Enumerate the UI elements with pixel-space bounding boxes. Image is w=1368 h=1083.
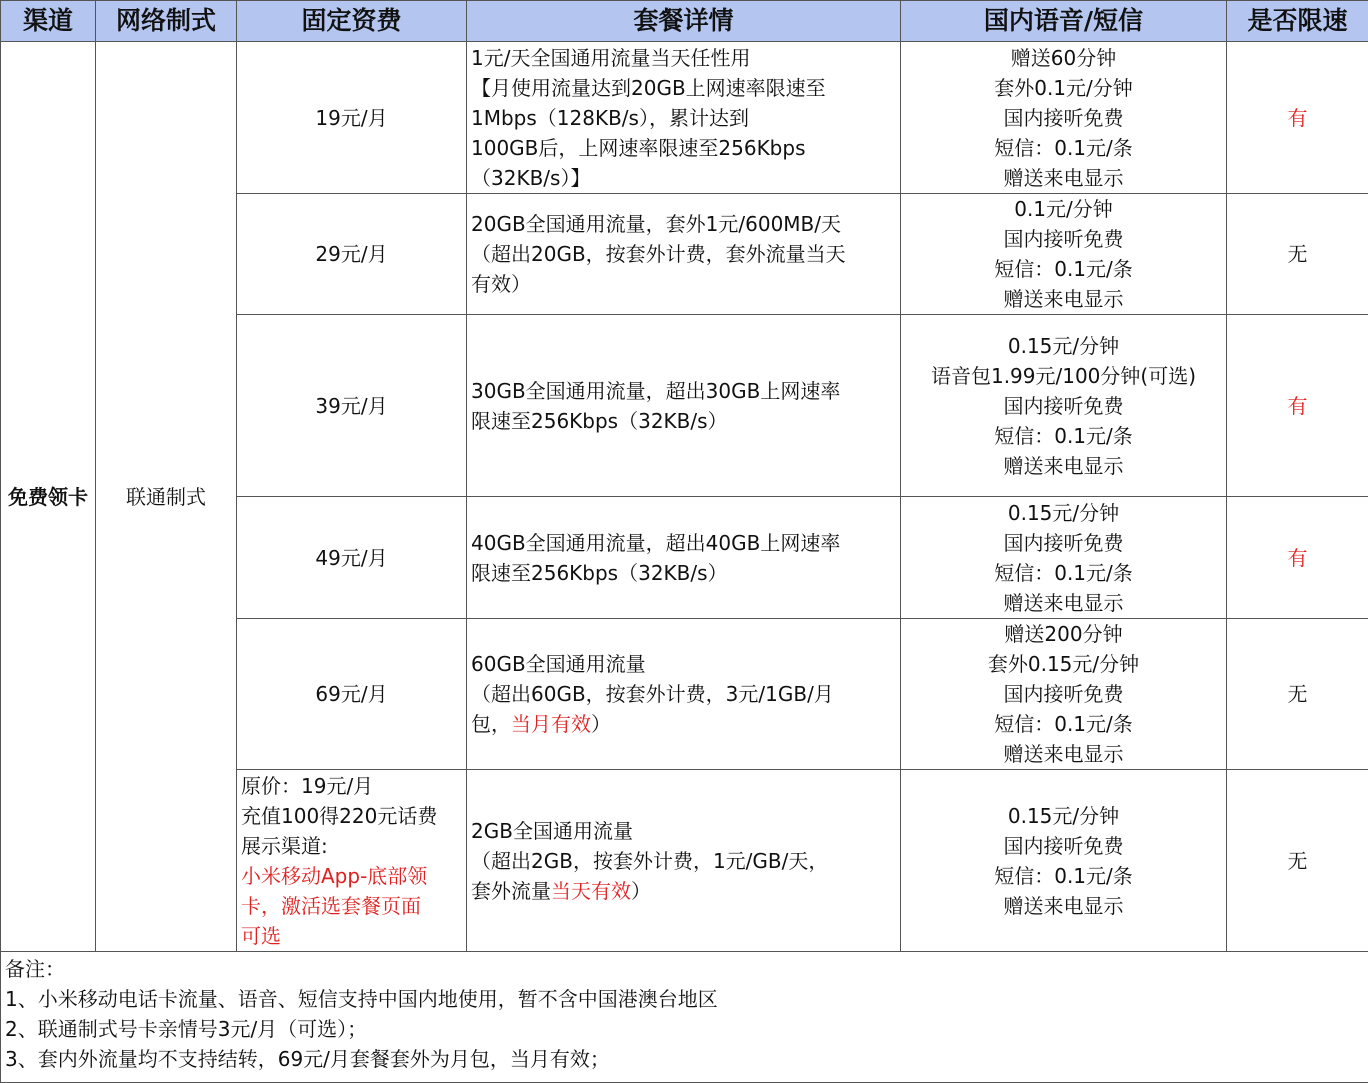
cell-line (905, 528, 1222, 558)
cell-line (241, 801, 462, 831)
cell-text: 0.1元/分钟 (1014, 197, 1113, 221)
header-voice-sms: 国内语音/短信 (901, 1, 1227, 42)
header-price: 固定资费 (237, 1, 467, 42)
speed-limit-cell: 无 (1227, 770, 1368, 952)
speed-limit-cell: 无 (1227, 619, 1368, 770)
cell-line (241, 679, 462, 709)
cell-line (905, 73, 1222, 103)
cell-text: 39元/月 (315, 394, 387, 418)
detail-cell (467, 619, 901, 770)
cell-text: 100GB后，上网速率限速至256Kbps (471, 136, 806, 160)
cell-line (905, 43, 1222, 73)
highlight-text: 卡，激活选套餐页面 (241, 894, 421, 918)
cell-line (471, 269, 896, 299)
cell-line (905, 451, 1222, 481)
voice-sms-cell (901, 497, 1227, 619)
cell-text: 2GB全国通用流量 (471, 819, 633, 843)
note-line: 1、小米移动电话卡流量、语音、短信支持中国内地使用，暂不含中国港澳台地区 (5, 984, 1364, 1014)
note-line: 3、套内外流量均不支持结转，69元/月套餐套外为月包，当月有效； (5, 1044, 1364, 1074)
detail-cell (467, 497, 901, 619)
cell-line (471, 528, 896, 558)
cell-line (471, 73, 896, 103)
cell-line (241, 891, 462, 921)
header-channel: 渠道 (1, 1, 96, 42)
cell-line (905, 679, 1222, 709)
highlight-text: 当月有效 (511, 712, 591, 736)
cell-text: 国内接听免费 (1004, 106, 1124, 130)
cell-line (905, 361, 1222, 391)
cell-text: 短信：0.1元/条 (994, 864, 1133, 888)
cell-line (905, 284, 1222, 314)
speed-limit-cell: 有 (1227, 315, 1368, 497)
cell-line (905, 331, 1222, 361)
cell-line (905, 194, 1222, 224)
cell-line (905, 619, 1222, 649)
cell-line (905, 391, 1222, 421)
cell-text: （超出2GB，按套外计费，1元/GB/天， (471, 849, 828, 873)
cell-line (905, 801, 1222, 831)
cell-text: 国内接听免费 (1004, 227, 1124, 251)
cell-line (905, 588, 1222, 618)
cell-line (471, 846, 896, 876)
cell-text: 赠送来电显示 (1004, 454, 1124, 478)
cell-text: 40GB全国通用流量，超出40GB上网速率 (471, 531, 840, 555)
cell-text: 赠送来电显示 (1004, 894, 1124, 918)
cell-line (905, 498, 1222, 528)
voice-sms-cell (901, 315, 1227, 497)
cell-text: 限速至256Kbps（32KB/s） (471, 561, 728, 585)
cell-text: 0.15元/分钟 (1008, 334, 1119, 358)
price-cell (237, 42, 467, 194)
cell-line (471, 103, 896, 133)
cell-line (905, 421, 1222, 451)
cell-line (471, 163, 896, 193)
cell-line (905, 103, 1222, 133)
cell-text: 套外流量 (471, 879, 551, 903)
cell-text: 赠送200分钟 (1004, 622, 1122, 646)
cell-line (241, 239, 462, 269)
speed-limit-cell: 有 (1227, 497, 1368, 619)
cell-text: 短信：0.1元/条 (994, 712, 1133, 736)
cell-line (905, 831, 1222, 861)
voice-sms-cell (901, 42, 1227, 194)
cell-text: 赠送来电显示 (1004, 287, 1124, 311)
cell-text: 短信：0.1元/条 (994, 424, 1133, 448)
cell-line (905, 163, 1222, 193)
cell-text: 短信：0.1元/条 (994, 561, 1133, 585)
highlight-text: 当天有效 (551, 879, 631, 903)
highlight-text: 可选 (241, 924, 281, 948)
cell-line (905, 709, 1222, 739)
cell-text: 0.15元/分钟 (1008, 804, 1119, 828)
cell-line (471, 43, 896, 73)
cell-line (471, 133, 896, 163)
cell-text: 60GB全国通用流量 (471, 652, 646, 676)
cell-line (241, 103, 462, 133)
header-detail: 套餐详情 (467, 1, 901, 42)
cell-text: 【月使用流量达到20GB上网速率限速至 (471, 76, 826, 100)
detail-cell (467, 315, 901, 497)
highlight-text: 小米移动App-底部领 (241, 864, 427, 888)
cell-text: 套外0.1元/分钟 (994, 76, 1133, 100)
cell-text: 充值100得220元话费 (241, 804, 437, 828)
cell-text: 国内接听免费 (1004, 682, 1124, 706)
cell-text: 1元/天全国通用流量当天任性用 (471, 46, 750, 70)
table-row (1, 42, 1368, 194)
header-network: 网络制式 (96, 1, 237, 42)
price-cell (237, 619, 467, 770)
cell-line (471, 239, 896, 269)
cell-line (905, 649, 1222, 679)
cell-line (905, 224, 1222, 254)
cell-text: 30GB全国通用流量，超出30GB上网速率 (471, 379, 840, 403)
cell-text: 短信：0.1元/条 (994, 136, 1133, 160)
cell-text: （超出20GB，按套外计费，套外流量当天 (471, 242, 846, 266)
cell-line (241, 391, 462, 421)
cell-text: 包， (471, 712, 511, 736)
cell-text: 短信：0.1元/条 (994, 257, 1133, 281)
cell-text: 套外0.15元/分钟 (988, 652, 1139, 676)
cell-text: 赠送来电显示 (1004, 742, 1124, 766)
cell-line (471, 816, 896, 846)
voice-sms-cell (901, 619, 1227, 770)
detail-cell (467, 770, 901, 952)
cell-line (471, 558, 896, 588)
speed-limit-cell: 有 (1227, 42, 1368, 194)
price-cell (237, 194, 467, 315)
network-cell: 联通制式 (96, 42, 237, 952)
cell-text: 19元/月 (315, 106, 387, 130)
cell-line (241, 543, 462, 573)
cell-line (905, 254, 1222, 284)
cell-text: 国内接听免费 (1004, 834, 1124, 858)
cell-line (241, 831, 462, 861)
cell-text: ） (631, 879, 651, 903)
cell-text: 国内接听免费 (1004, 394, 1124, 418)
cell-line (471, 376, 896, 406)
cell-text: 赠送60分钟 (1011, 46, 1116, 70)
cell-line (905, 133, 1222, 163)
cell-text: 展示渠道: (241, 834, 328, 858)
notes-cell (1, 952, 1368, 1083)
cell-line (471, 679, 896, 709)
cell-text: 29元/月 (315, 242, 387, 266)
cell-text: 69元/月 (315, 682, 387, 706)
cell-line (471, 649, 896, 679)
price-cell (237, 770, 467, 952)
cell-text: 49元/月 (315, 546, 387, 570)
channel-cell: 免费领卡 (1, 42, 96, 952)
voice-sms-cell (901, 770, 1227, 952)
voice-sms-cell (901, 194, 1227, 315)
cell-text: 赠送来电显示 (1004, 591, 1124, 615)
cell-line (905, 558, 1222, 588)
cell-text: 20GB全国通用流量，套外1元/600MB/天 (471, 212, 841, 236)
speed-limit-cell: 无 (1227, 194, 1368, 315)
note-line: 备注： (5, 954, 1364, 984)
price-cell (237, 497, 467, 619)
cell-text: 语音包1.99元/100分钟(可选) (931, 364, 1196, 388)
cell-line (241, 771, 462, 801)
cell-text: 0.15元/分钟 (1008, 501, 1119, 525)
cell-line (471, 876, 896, 906)
cell-text: （32KB/s）】 (471, 166, 590, 190)
cell-text: （超出60GB，按套外计费，3元/1GB/月 (471, 682, 834, 706)
cell-line (241, 861, 462, 891)
cell-line (905, 739, 1222, 769)
detail-cell (467, 42, 901, 194)
price-cell (237, 315, 467, 497)
note-line: 2、联通制式号卡亲情号3元/月（可选）； (5, 1014, 1364, 1044)
cell-line (471, 709, 896, 739)
header-row (1, 1, 1368, 42)
detail-cell (467, 194, 901, 315)
cell-text: 有效） (471, 272, 531, 296)
cell-line (471, 209, 896, 239)
cell-line (241, 921, 462, 951)
cell-line (905, 861, 1222, 891)
header-speed-limit: 是否限速 (1227, 1, 1368, 42)
cell-line (471, 406, 896, 436)
cell-text: 赠送来电显示 (1004, 166, 1124, 190)
cell-line (905, 891, 1222, 921)
cell-text: ） (591, 712, 611, 736)
cell-text: 限速至256Kbps（32KB/s） (471, 409, 728, 433)
cell-text: 1Mbps（128KB/s），累计达到 (471, 106, 749, 130)
cell-text: 原价：19元/月 (241, 774, 373, 798)
cell-text: 国内接听免费 (1004, 531, 1124, 555)
